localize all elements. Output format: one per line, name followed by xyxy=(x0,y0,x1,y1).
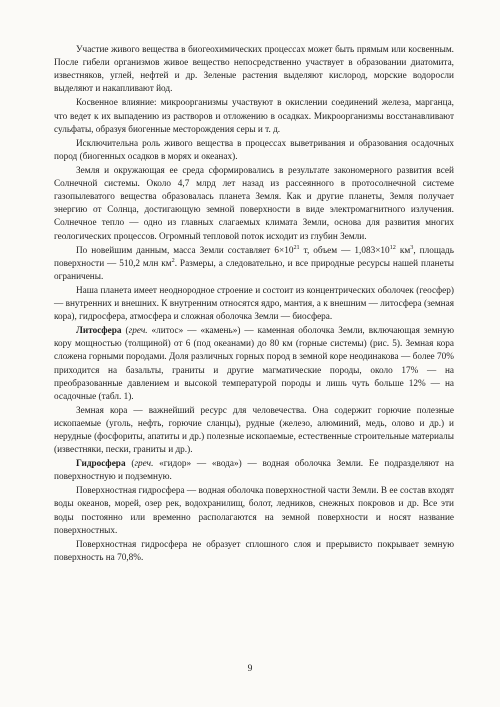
superscript: 2 xyxy=(171,256,175,264)
superscript: 3 xyxy=(410,243,414,251)
paragraph-geospheres: Наша планета имеет неоднородное строение и состоит из концентрических оболочек (геосфер) — внутренних и внешних. К внутренним относятся ядро, мантия, а к внешним — литосфера (земная кора), гидросфера, атмосфера и сложная оболочка Земли — биосфера. xyxy=(54,285,454,323)
text-run: км xyxy=(395,245,411,256)
abbr-greek: греч. xyxy=(128,326,148,337)
term-lithosphere: Литосфера xyxy=(76,326,122,337)
paragraph-lithosphere xyxy=(54,325,454,404)
text-run: , площадь поверхности — 510,2 млн км xyxy=(54,245,454,269)
paragraph-weathering-role: Исключительна роль живого вещества в процессах выветривания и образования осадочных пород (биогенных осадков в морях и океанах). xyxy=(54,138,454,162)
superscript: 21 xyxy=(293,243,300,251)
paragraph-surface-hydrosphere: Поверхностная гидросфера — водная оболочка поверхностной части Земли. В ее состав входят воды океанов, морей, озер рек, водохранилищ, болот, ледников, снежных покровов и др. Все эти воды постоянно или временно располагаются на земной поверхности и носят название поверхностных. xyxy=(54,486,454,536)
text-run: По новейшим данным, масса Земли составляет 6×10 xyxy=(76,245,294,256)
term-hydrosphere: Гидросфера xyxy=(76,459,126,470)
text-run: «литос» — «камень») — каменная оболочка Земли, включающая земную кору мощностью (толщиной) от 6 (под океанами) до 80 км (горные системы) (рис. 5). Земная кора сложена горными породами. Доля различных горных пород в земной коре неодинакова — более 70% приходится на базальты, граниты и другие магматические породы, около 17% — на преобразованные давлением и высокой температурой породы и лишь чуть больше 12% — на осадочные (табл. 1). xyxy=(54,326,454,402)
abbr-greek: греч. xyxy=(134,459,154,470)
paragraph-earth-crust-resources: Земная кора — важнейший ресурс для человечества. Она содержит горючие полезные ископаемые (уголь, нефть, горючие сланцы), рудные (железо, алюминий, медь, олово и др.) и нерудные (фосфориты, апатиты и др.) полезные ископаемые, естественные строительные материалы (известняки, пески, граниты и др.). xyxy=(54,405,454,456)
text-run: . Размеры, а следовательно, и все природные ресурсы нашей планеты ограничены. xyxy=(54,258,454,282)
text-run: «гидор» — «вода») — водная оболочка Земли. Ее подразделяют на поверхностную и подземную. xyxy=(54,459,454,483)
paragraph-earth-parameters xyxy=(54,245,454,284)
text-run: т, объем — 1,083×10 xyxy=(299,245,390,256)
paragraph-living-matter: Участие живого вещества в биогеохимических процессах может быть прямым или косвенным. После гибели организмов живое вещество непосредственно участвует в образовании диатомита, известняков, углей, нефтей и др. Зеленые растения выделяют кислород, морские водоросли выделяют и накапливают йод. xyxy=(54,45,454,95)
body-text xyxy=(54,44,454,565)
paragraph-indirect-influence: Косвенное влияние: микроорганизмы участвуют в окислении соединений железа, марганца, что ведет к их выпадению из растворов и отложению в осадках. Микроорганизмы восстанавливают сульфаты, образуя биогенные месторождения серы и т. д. xyxy=(54,98,454,135)
text-run: ( xyxy=(125,459,135,470)
paragraph-surface-coverage: Поверхностная гидросфера не образует сплошного слоя и прерывисто покрывает земную поверхность на 70,8%. xyxy=(54,539,454,563)
page-number: 9 xyxy=(247,664,253,674)
superscript: 12 xyxy=(389,243,396,251)
paragraph-hydrosphere xyxy=(54,458,454,484)
text-run: ( xyxy=(121,326,129,337)
paragraph-earth-formation: Земля и окружающая ее среда сформировались в результате закономерного развития всей Солнечной системы. Около 4,7 млрд лет назад из рассеянного в протосолнечной системе газопылеватого вещества образовалась планета Земля. Как и другие планеты, Земля получает энергию от Солнца, достигающую земной поверхности в виде электромагнитного излучения. Солнечное тепло — одно из главных слагаемых климата Земли, основа для развития многих геологических процессов. Огромный тепловой поток исходит из глубин Земли. xyxy=(54,165,454,242)
